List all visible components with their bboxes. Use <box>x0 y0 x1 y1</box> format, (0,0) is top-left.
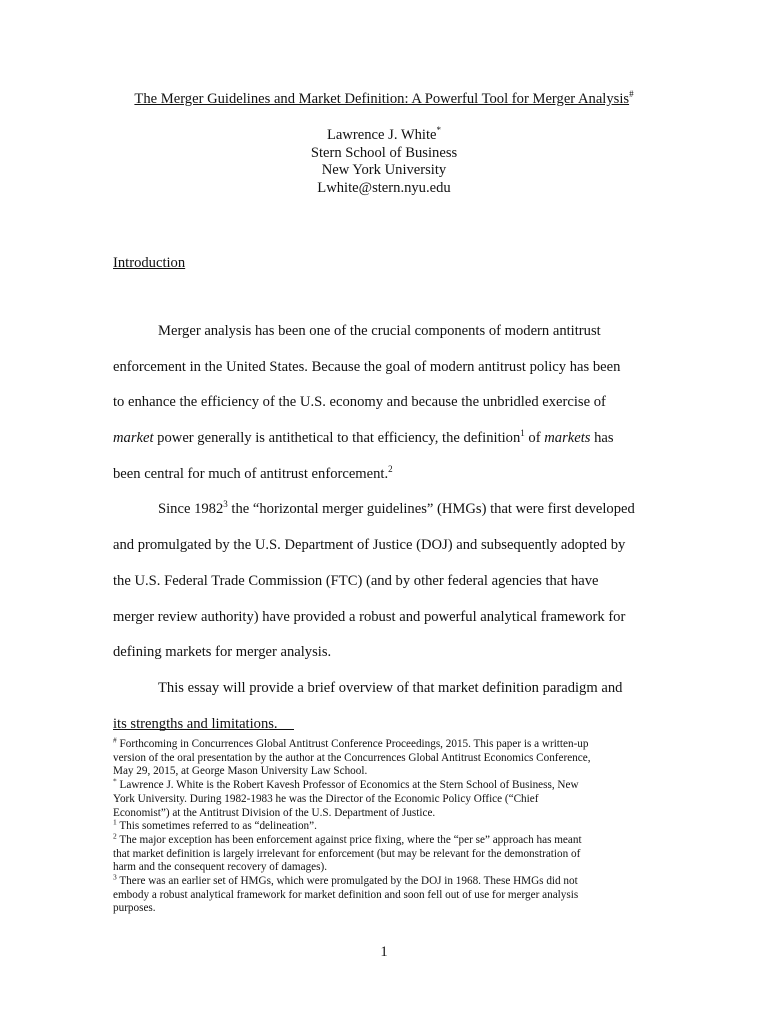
body-line: This essay will provide a brief overview of that market definition paradigm and <box>158 679 623 696</box>
body-line <box>113 457 643 493</box>
footnote-line <box>113 872 658 889</box>
author-block <box>0 127 768 197</box>
footnote-line: that market definition is largely irrelevant for enforcement (but may be relevant for the demonstration of <box>113 847 581 860</box>
footnote-line <box>113 776 658 793</box>
body-line: Merger analysis has been one of the crucial components of modern antitrust <box>158 323 601 339</box>
footnote-text: Lawrence J. White is the Robert Kavesh Professor of Economics at the Stern School of Business, New <box>116 779 579 792</box>
footnote-line: embody a robust analytical framework for market definition and soon fell out of use for merger analysis <box>113 888 579 901</box>
footnote-ref-3: 3 <box>223 499 228 510</box>
footnote-text: There was an earlier set of HMGs, which were promulgated by the DOJ in 1968. These HMGs did not <box>116 875 578 888</box>
author-name-line <box>0 127 768 145</box>
footnote-text: The major exception has been enforcement against price fixing, where the “per se” approach has meant <box>116 833 582 846</box>
footnote-ref-1: 1 <box>520 428 525 439</box>
footnote-line: harm and the consequent recovery of damages). <box>113 861 328 874</box>
footnote-mark-star: * <box>113 776 117 786</box>
emphasis-market: market <box>113 430 154 447</box>
footnote-mark-1: 1 <box>113 817 117 827</box>
body-segment: has <box>590 430 614 447</box>
body-segment: been central for much of antitrust enforcement. <box>113 465 389 482</box>
body-line: defining markets for merger analysis. <box>113 644 332 661</box>
footnote-text: Forthcoming in Concurrences Global Antitrust Conference Proceedings, 2015. This paper is a written-up <box>116 738 589 750</box>
footnote-mark-2: 2 <box>113 831 117 841</box>
author-name: Lawrence J. White <box>326 127 437 143</box>
footnotes <box>113 735 658 916</box>
body-segment: power generally is antithetical to that efficiency, the definition <box>153 430 521 447</box>
body-line <box>113 492 643 528</box>
footnote-separator <box>113 729 294 730</box>
body-segment: the “horizontal merger guidelines” (HMGs) that were first developed <box>227 501 635 518</box>
page-number: 1 <box>380 944 388 960</box>
body-line <box>113 421 643 457</box>
title-footnote-mark: # <box>629 89 634 100</box>
body-line: the U.S. Federal Trade Commission (FTC) (and by other federal agencies that have <box>113 572 599 589</box>
section-heading: Introduction <box>113 255 186 271</box>
footnote-line: Economist”) at the Antitrust Division of the U.S. Department of Justice. <box>113 806 436 819</box>
author-university: New York University <box>321 162 447 178</box>
footnote-line <box>113 817 658 834</box>
body-segment: of <box>524 430 545 447</box>
author-email: Lwhite@stern.nyu.edu <box>317 179 451 196</box>
emphasis-markets: markets <box>544 430 591 447</box>
body-line: to enhance the efficiency of the U.S. economy and because the unbridled exercise of <box>113 394 606 411</box>
footnote-line <box>113 831 658 848</box>
paper-title <box>0 90 768 108</box>
footnote-line: May 29, 2015, at George Mason University Law School. <box>113 765 368 778</box>
footnote-mark-hash: # <box>113 735 117 745</box>
author-footnote-mark: * <box>436 125 442 136</box>
footnote-line: purposes. <box>113 902 156 915</box>
body-line: and promulgated by the U.S. Department of Justice (DOJ) and subsequently adopted by <box>113 537 626 554</box>
footnote-mark-3: 3 <box>113 872 117 882</box>
footnote-ref-2: 2 <box>388 463 393 474</box>
body-line: merger review authority) have provided a robust and powerful analytical framework for <box>113 608 626 625</box>
footnote-line <box>113 735 658 752</box>
body-line: its strengths and limitations. <box>113 715 278 732</box>
author-affiliation: Stern School of Business <box>310 144 458 161</box>
footnote-line: York University. During 1982-1983 he was the Director of the Economic Policy Office (“Chief <box>113 792 539 805</box>
body-segment: Since 1982 <box>158 501 224 518</box>
footnote-line: version of the oral presentation by the author at the Concurrences Global Antitrust Economics Conference, <box>113 751 591 764</box>
footnote-text: This sometimes referred to as “delineation”. <box>116 820 317 833</box>
body-line: enforcement in the United States. Because the goal of modern antitrust policy has been <box>113 358 621 375</box>
title-text: The Merger Guidelines and Market Definition: A Powerful Tool for Merger Analysis <box>134 91 630 107</box>
